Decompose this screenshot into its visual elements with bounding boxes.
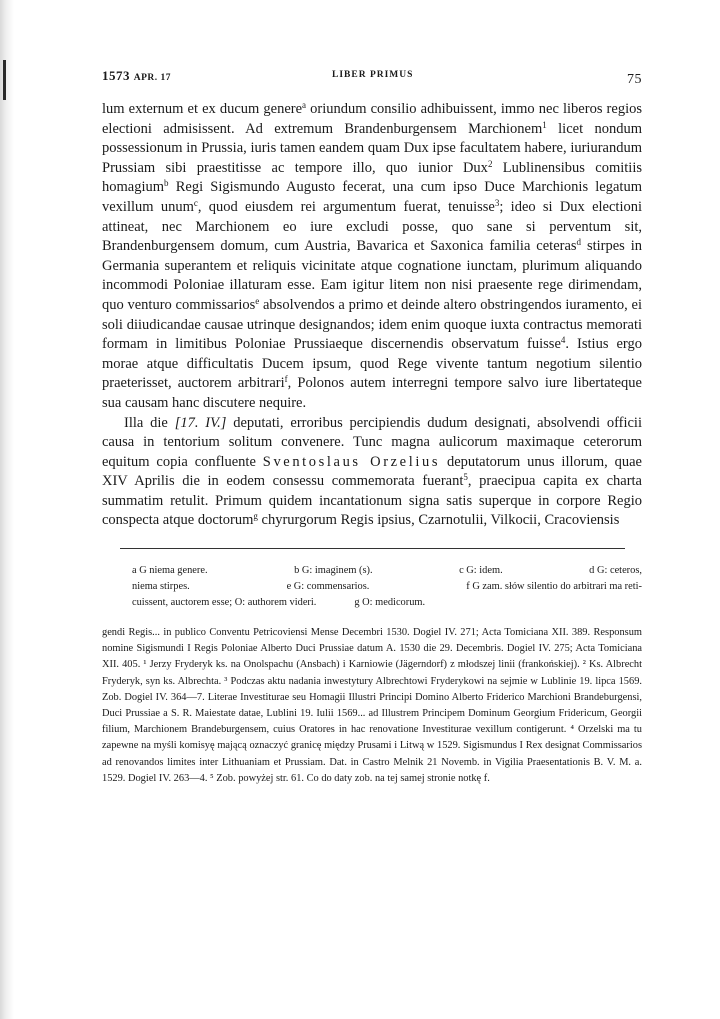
variant-ref-a: a [302, 100, 307, 111]
paragraph-2: Illa die [17. IV.] deputati, erroribus percipiendis dudum designati, absolvendi officii causa in tentorium solitum convenere. Tunc magna aulicorum maximaque ceterorum equitum copia confluente Sventoslaus Orzelius deputatorum unus illorum, quae XIV Aprilis die in eodem consessu commemorata fuerant$^5$, praecipua capita ex charta summatim retulit. Primum quidem incantationum signa satis superque in corpore Regio conspecta atque doctorum$^g$ chyrurgorum Regis ipsius, Czarnotulii, Vilkocii, Cracoviensis [102, 414, 642, 529]
note-ref-5: 5 [463, 472, 468, 483]
person-name: Sventoslaus Orzelius [262, 453, 441, 470]
note-ref-4: 4 [560, 335, 566, 346]
header-date: APR. 17 [133, 73, 172, 83]
variant-line: a G niema genere. b G: imaginem (s). c G: idem. d G: ceteros, [132, 565, 642, 577]
explanatory-notes: gendi Regis... in publico Conventu Petricoviensi Mense Decembri 1530. Dogiel IV. 271; Acta Tomiciana XII. 389. Responsum nomine Sigismundi I Regis Poloniae Alberto Duci Prussiae datum A. 1530 die 29. Decembris. Dogiel IV. 275; Acta Tomiciana XII. 405. ¹ Jerzy Fryderyk ks. na Onolspachu (Ansbach) i Karniowie (Jägerndorf) z młodszej linii (frankońskiej). ² Ks. Albrecht Fryderyk, syn ks. Albrechta. ³ Podczas aktu nadania inwestytury Albrechtowi Fryderykowi na sejmie w Lublinie 19. lipca 1569. Zob. Dogiel IV. 364—7. Literae Investiturae seu Homagii Illustri Principi Domino Alberto Friderico Marchioni Brandeburgensi, Duci Prussiae a S. R. Maiestate datae, Lublini 19. Iulii 1569... ad Illustrem Principem Dominum Georgium Fridericum, Georgii filium, Marchionem Brandeburgensem, cuius Oratores in hac renovatione Investiturae vexillum contigerunt. ⁴ Orzelski ma tu zapewne na myśli komisyę mającą oznaczyć granicę między Prusami i Litwą w 1529. Sigismundus I Rex designat Commissarios ad renovandos limites inter Lithuaniam et Prussiam. Dat. in Castro Melnik 21 Novemb. in Vigilia Praesentationis B. V. M. a. 1529. Dogiel IV. 263—4. ⁵ Zob. powyżej str. 61. Co do daty zob. na tej samej stronie notkę f. [102, 627, 642, 784]
running-head-title: LIBER PRIMUS [332, 70, 414, 80]
footnote-rule [120, 548, 625, 549]
variant-line: cuissent, auctorem esse; O: authorem videri. g O: medicorum. [132, 597, 426, 609]
variant-ref-c: c [193, 198, 198, 209]
scan-edge [0, 0, 14, 1019]
variant-ref-d: d [576, 237, 582, 248]
date-marker: [17. IV.] [174, 414, 227, 431]
scan-edge-mark [3, 60, 6, 100]
note-ref-2: 2 [487, 158, 493, 169]
page [102, 64, 642, 787]
variant-ref-f: f [284, 374, 288, 385]
body-text [102, 100, 642, 531]
variant-ref-b: b [164, 178, 169, 189]
note-ref-1: 1 [542, 119, 547, 130]
variant-ref-g: g [253, 511, 258, 522]
variant-ref-e: e [255, 296, 260, 306]
page-number: 75 [627, 72, 642, 87]
running-head-date [102, 68, 171, 84]
variant-apparatus [132, 563, 642, 611]
paragraph-1: lum externum et ex ducum genere$^a$ oriundum consilio adhibuissent, immo nec liberos regios electioni admisissent. Ad extremum Brandenburgensem Marchionem$^1$ licet nondum possessionum in Prussia, iuris tamen eandem quam Dux ipse facultatem habere, iuriurandum Prussiam sibi praestitisse ac tempore illo, quo iunior Dux$^2$ Lublinensibus comitiis homagium$^b$ Regi Sigismundo Augusto fecerat, una cum ipso Duce Marchionis legatum vexillum unum$^c$, quod eiusdem rei argumentum fuerat, tenuisse$^3$; ideo si Dux electioni attineat, nec Marchionem eo iure excludi posse, quo sane si perventum sit, Brandenburgensem domum, cum Austria, Bavarica et Saxonica familia ceteras$^d$ stirpes in Germania superantem et reliquis vicinitate atque cognatione iunctam, plurimum aliquando incommodi Poloniae illaturam esse. Eam igitur litem non nisi praesente rege dirimendam, quo venturo commissarios$^e$ absolvendos a primo et deinde altero obstringendos iuramento, ei soli diiudicandae causae utrinque designandos; idem enim quoque iuxta contractus memorati formam in limitibus Poloniae Prussiaeque discernendis observatum fuisse$^4$. Istius ergo morae atque difficultatis Ducem ipsum, quod Rege vivente tantum negotium silentio praeterisset, auctorem arbitrari$^f$, Polonos autem interregni tempore salvo iure libertateque sua causam hanc discutere nequire. [102, 100, 642, 411]
note-ref-3: 3 [494, 198, 500, 209]
header-year: 1573 [102, 68, 130, 83]
running-head [102, 64, 642, 90]
variant-line: niema stirpes. e G: commensarios. f G zam. słów silentio do arbitrari ma reti- [132, 581, 642, 593]
